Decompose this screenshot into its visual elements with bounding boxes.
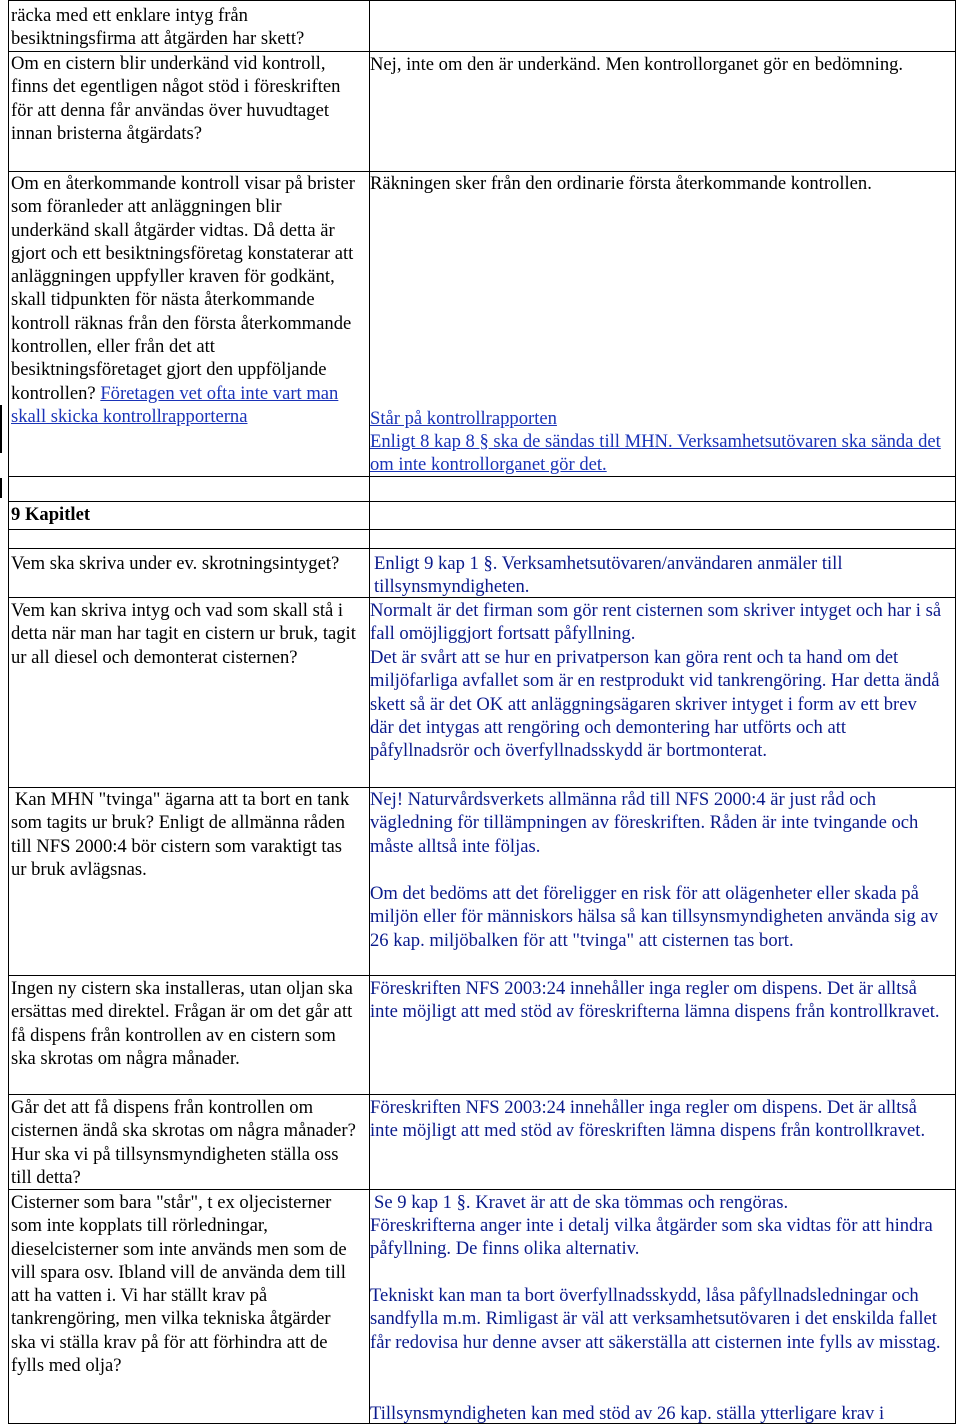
row8-answer: Föreskriften NFS 2003:24 innehåller inga regler om dispens. Det är alltså inte möjligt att med stöd av föreskrifterna lämna dispens från kontrollkravet.	[370, 978, 940, 1023]
row6-question: Vem kan skriva intyg och vad som skall stå i detta när man har tagit en cistern ur bruk, tagit ur all diesel och demonterat cisternen?	[11, 600, 356, 668]
row1-question: räcka med ett enklare intyg från besiktningsfirma att åtgärden har skett?	[11, 5, 305, 50]
revision-mark	[0, 405, 2, 453]
row-divider	[9, 975, 955, 976]
row6-answer-p2: Det är svårt att se hur en privatperson kan göra rent och ta hand om det miljöfarliga avfallet som är en restprodukt vid tankrengöring. Har detta ändå skett så är det OK att anläggningsägaren skriver intyget i form av ett brev där det intygas att rengöring och demontering har utförts och att påfyllnadsrör och överfyllnadsskydd är bortmonterat.	[370, 647, 940, 762]
row5-answer: Enligt 9 kap 1 §. Verksamhetsutövaren/användaren anmäler till tillsynsmyndigheten.	[374, 553, 843, 598]
row-divider	[9, 548, 955, 549]
row10-question: Cisterner som bara "står", t ex oljecisterner som inte kopplats till rörledningar, dieselcisterner som inte används men som de vill spara osv. Ibland vill de använda dem till att ha vatten i. Vi har ställt krav på tankrengöring, men vilka tekniska åtgärder ska vi ställa krav på för att förhindra att de fylls med olja?	[11, 1192, 347, 1377]
row10-answer-p2: Föreskrifterna anger inte i detalj vilka åtgärder som ska vidtas för att hindra påfyllning. De finns olika alternativ.	[370, 1215, 933, 1260]
row5-question: Vem ska skriva under ev. skrotningsintyget?	[11, 553, 340, 574]
row7-answer-p1: Nej! Naturvårdsverkets allmänna råd till NFS 2000:4 är just råd och vägledning för tillämpningen av föreskriften. Råden är inte tvingande och måste alltså inte följas.	[370, 789, 919, 857]
row3-answer-link-2[interactable]: Enligt 8 kap 8 § ska de sändas till MHN. Verksamhetsutövaren ska sända det om inte kontrollorganet gör det.	[370, 431, 941, 476]
row7-question: Kan MHN "tvinga" ägarna att ta bort en tank som tagits ur bruk? Enligt de allmänna råden till NFS 2000:4 bör cistern som varaktigt tas ur bruk avlägsnas.	[11, 789, 350, 880]
row9-question: Går det att få dispens från kontrollen om cisternen ändå ska skrotas om några månader? Hur ska vi på tillsynsmyndigheten ställa oss till detta?	[11, 1097, 356, 1188]
row3-answer-link-1[interactable]: Står på kontrollrapporten	[370, 408, 557, 429]
section-heading: 9 Kapitlet	[11, 504, 91, 525]
row7-answer-p2: Om det bedöms att det föreligger en risk för att olägenheter eller skada på miljön eller för människors hälsa så kan tillsynsmyndigheten använda sig av 26 kap. miljöbalken för att "tvinga" att cisternen tas bort.	[370, 883, 939, 951]
row10-answer-p3: Tekniskt kan man ta bort överfyllnadsskydd, låsa påfyllnadsledningar och sandfylla m.m. Rimligast är väl att verksamhetsutövaren i det enskilda fallet får redovisa hur denne avser att säkerställa att cisternen inte fylls av misstag.	[370, 1285, 941, 1353]
row10-answer-p4: Tillsynsmyndigheten kan med stöd av 26 kap. ställa ytterligare krav i	[370, 1403, 885, 1424]
row6-answer-p1: Normalt är det firman som gör rent cisternen som skriver intyget och har i så fall omöjliggjort fortsatt påfyllning.	[370, 600, 942, 645]
row3-answer: Räkningen sker från den ordinarie första återkommande kontrollen.	[370, 173, 872, 194]
revision-mark	[0, 478, 2, 498]
row2-question: Om en cistern blir underkänd vid kontroll, finns det egentligen något stöd i föreskriften för att denna får användas över huvudtaget innan bristerna åtgärdats?	[11, 53, 341, 144]
row3-question	[11, 172, 356, 428]
row-divider	[9, 529, 955, 530]
row10-answer-p1: Se 9 kap 1 §. Kravet är att de ska tömmas och rengöras.	[374, 1192, 789, 1213]
row-divider	[9, 1094, 955, 1095]
row-divider	[9, 501, 955, 502]
row9-answer: Föreskriften NFS 2003:24 innehåller inga regler om dispens. Det är alltså inte möjligt att med stöd av föreskriften lämna dispens från kontrollkravet.	[370, 1097, 926, 1142]
row8-question: Ingen ny cistern ska installeras, utan oljan ska ersättas med direktel. Frågan är om det går att få dispens från kontrollen av en cistern som ska skrotas om några månader.	[11, 978, 353, 1069]
row3-question-link[interactable]: Företagen vet ofta inte vart man skall skicka kontrollrapporterna	[11, 382, 339, 427]
row3-question-text: Om en återkommande kontroll visar på brister som föranleder att anläggningen blir underkänd skall åtgärder vidtas. Då detta är gjort och ett besiktningsföretag konstaterar att anläggningen uppfyller kraven för godkänt, skall tidpunkten för nästa återkommande kontroll räknas från den första återkommande kontrollen, eller från det att besiktningsföretaget gjort den uppföljande kontrollen?	[11, 173, 355, 404]
row2-answer: Nej, inte om den är underkänd. Men kontrollorganet gör en bedömning.	[370, 54, 904, 75]
